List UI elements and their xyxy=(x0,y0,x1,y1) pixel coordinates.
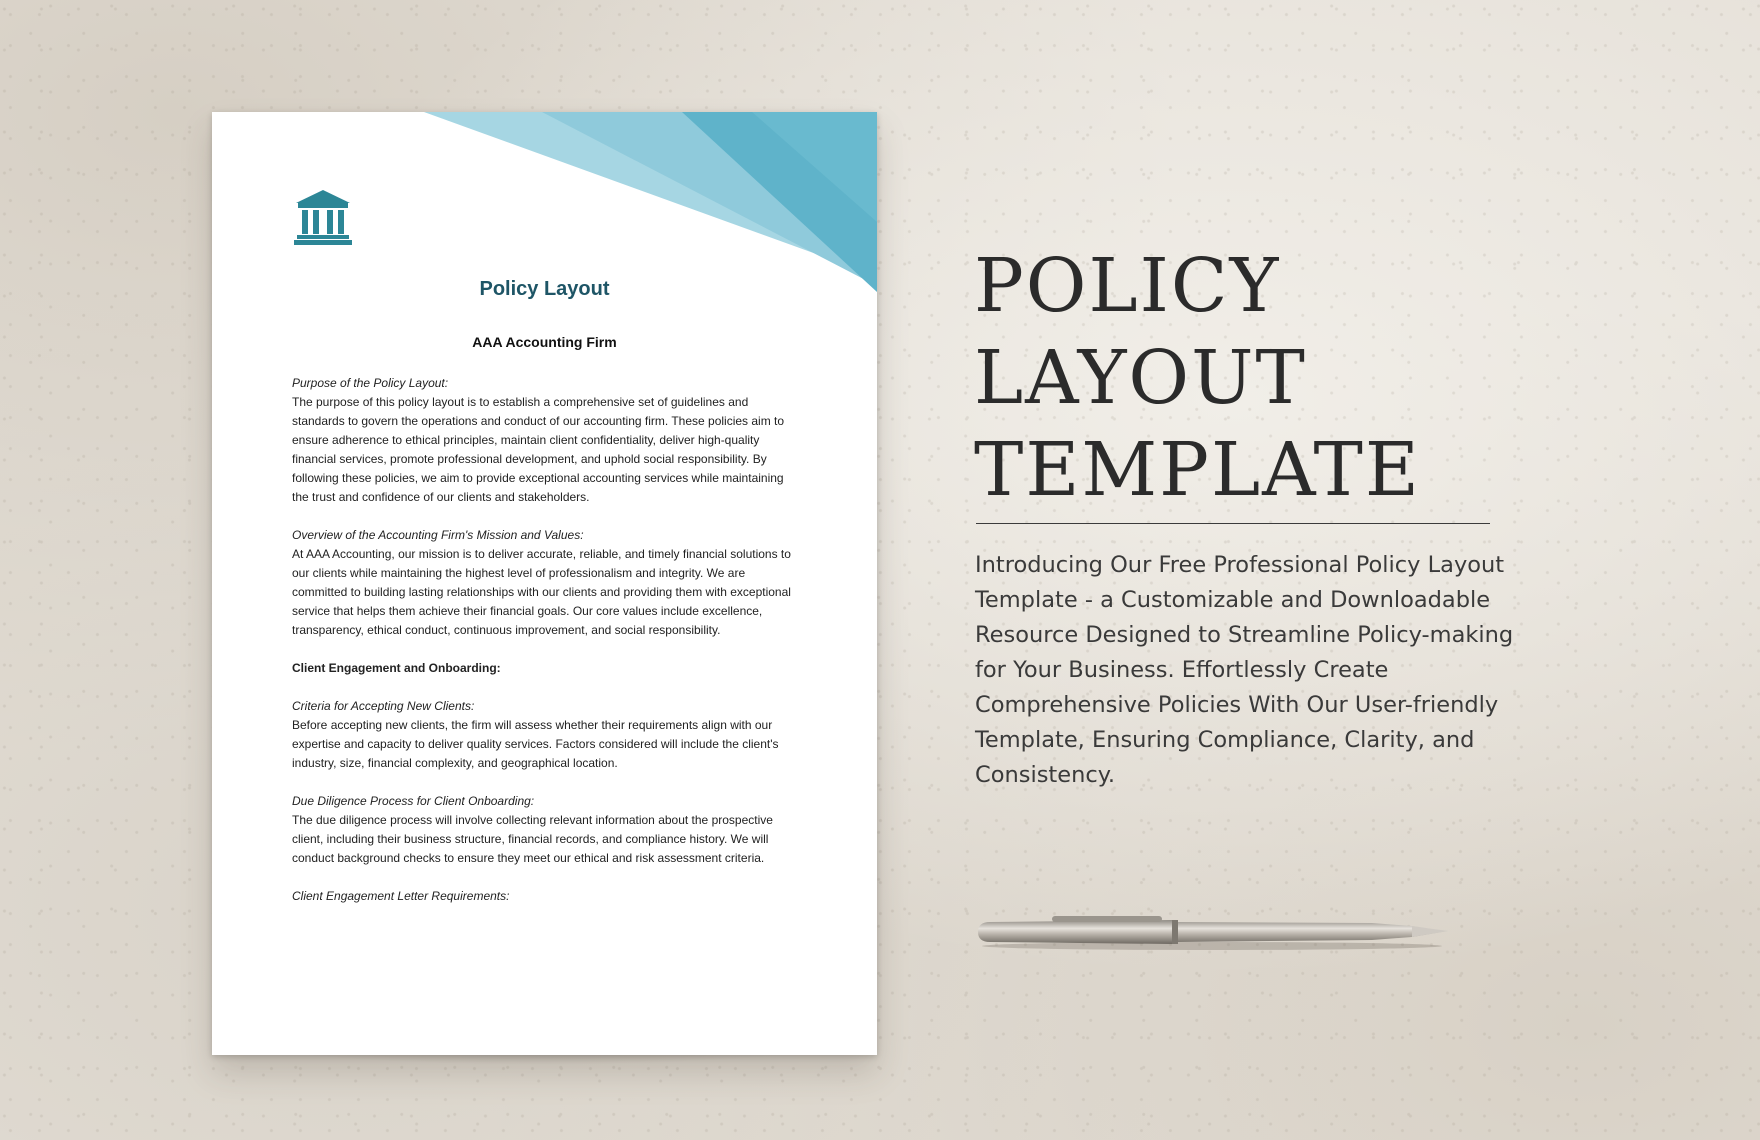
section-due-diligence xyxy=(292,792,802,868)
section-heading: Purpose of the Policy Layout: xyxy=(292,376,449,390)
section-heading: Client Engagement Letter Requirements: xyxy=(292,889,510,903)
section-heading: Criteria for Accepting New Clients: xyxy=(292,699,475,713)
section-paragraph: At AAA Accounting, our mission is to deliver accurate, reliable, and timely financial solutions to our clients while maintaining the highest level of professionalism and integrity. We are committed to building lasting relationships with our clients and providing them with exceptional service that helps them achieve their financial goals. Our core values include excellence, transparency, ethical conduct, continuous improvement, and social responsibility. xyxy=(292,547,791,637)
document-title: Policy Layout xyxy=(479,278,610,300)
hero-description: Introducing Our Free Professional Policy Layout Template - a Customizable and Downloadable Resource Designed to Streamline Policy-making for Your Business. Effortlessly Create Comprehensive Policies With Our User-friendly Template, Ensuring Compliance, Clarity, and Consistency. xyxy=(975,552,1514,788)
section-purpose xyxy=(292,374,802,507)
section-paragraph: The due diligence process will involve collecting relevant information about the prospective client, including their business structure, financial records, and compliance history. We will conduct background checks to ensure they meet our ethical and risk assessment criteria. xyxy=(292,813,773,865)
hero-title xyxy=(974,240,1421,516)
hero-title-line: POLICY xyxy=(974,243,1281,329)
bank-icon xyxy=(294,190,352,246)
section-client-engagement xyxy=(292,659,802,678)
firm-name: AAA Accounting Firm xyxy=(472,334,617,350)
section-paragraph: Before accepting new clients, the firm will assess whether their requirements align with our expertise and capacity to deliver quality services. Factors considered will include the client's industry, size, financial complexity, and geographical location. xyxy=(292,718,779,770)
section-paragraph: The purpose of this policy layout is to establish a comprehensive set of guidelines and standards to govern the operations and conduct of our accounting firm. These policies aim to ensure adherence to ethical principles, maintain client confidentiality, deliver high-quality financial services, promote professional development, and uphold social responsibility. By following these policies, we aim to provide exceptional accounting services while maintaining the trust and confidence of our clients and stakeholders. xyxy=(292,395,785,504)
section-heading: Due Diligence Process for Client Onboarding: xyxy=(292,794,535,808)
hero-divider xyxy=(976,523,1490,524)
section-heading: Overview of the Accounting Firm's Mission and Values: xyxy=(292,528,584,542)
pen-icon xyxy=(972,912,1452,952)
policy-document-page xyxy=(212,112,877,1055)
section-heading: Client Engagement and Onboarding: xyxy=(292,661,501,675)
document-body xyxy=(292,374,802,925)
section-mission xyxy=(292,526,802,640)
section-engagement-letter xyxy=(292,887,802,906)
hero-title-line: LAYOUT xyxy=(974,335,1307,421)
section-criteria xyxy=(292,697,802,773)
hero-title-line: TEMPLATE xyxy=(974,427,1421,513)
